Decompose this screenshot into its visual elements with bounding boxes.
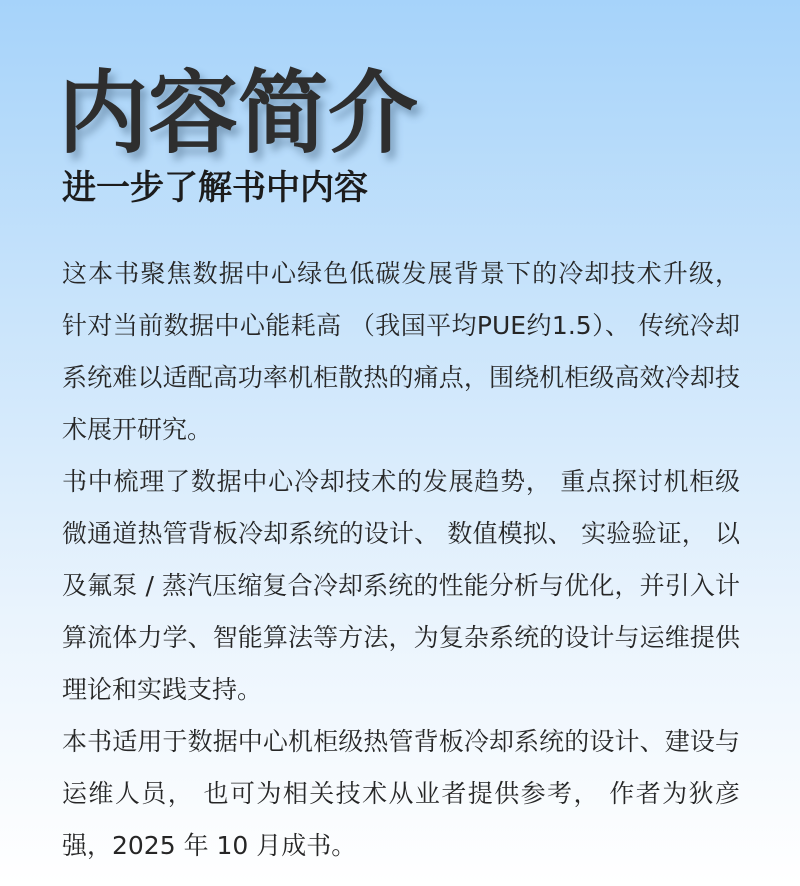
page-subtitle: 进一步了解书中内容 xyxy=(62,168,368,208)
intro-paragraph-3: 本书适用于数据中心机柜级热管背板冷却系统的设计、建设与运维人员， 也可为相关技术从业者提供参考， 作者为狄彦强，2025 年 10 月成书。 xyxy=(62,727,740,860)
page-title: 内容简介 xyxy=(58,61,418,166)
intro-paragraph-1: 这本书聚焦数据中心绿色低碳发展背景下的冷却技术升级， 针对当前数据中心能耗高 （我国平均PUE约1.5）、 传统冷却系统难以适配高功率机柜散热的痛点，围绕机柜级高效冷却技术展开研究。 xyxy=(62,259,740,444)
intro-paragraph-2: 书中梳理了数据中心冷却技术的发展趋势， 重点探讨机柜级微通道热管背板冷却系统的设计、 数值模拟、 实验验证， 以及氟泵 / 蒸汽压缩复合冷却系统的性能分析与优化，并引入计算流体力学、智能算法等方法，为复杂系统的设计与运维提供理论和实践支持。 xyxy=(62,467,740,704)
intro-content xyxy=(62,248,740,872)
